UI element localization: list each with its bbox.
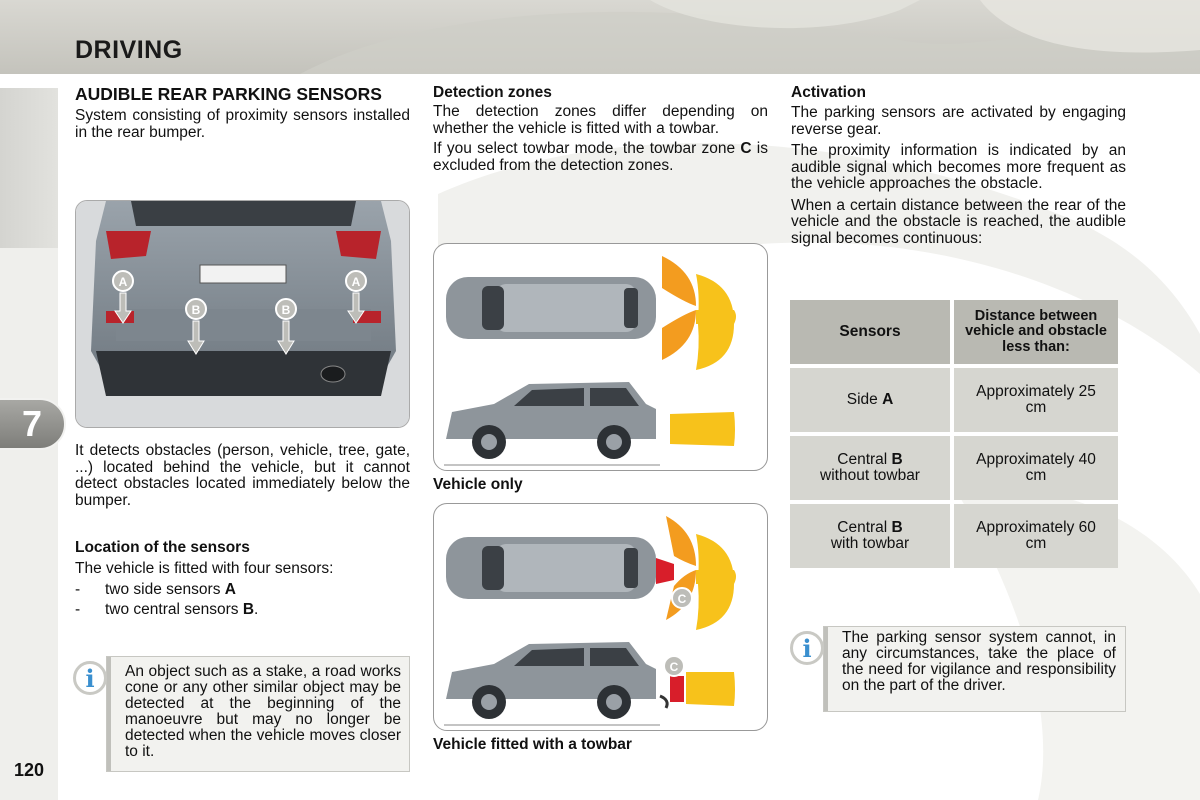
- rear-car-illustration: [76, 201, 410, 428]
- detection-zones-heading: Detection zones: [433, 84, 552, 101]
- table-header-sensors: Sensors: [790, 300, 950, 364]
- left-column-top: [75, 84, 410, 141]
- table-row: [790, 436, 1118, 500]
- info-icon: i: [73, 661, 107, 695]
- rear-bumper-photo: [75, 200, 410, 428]
- sensor-distance-table: [786, 296, 1122, 572]
- middle-column: [433, 84, 768, 174]
- note-bar: [107, 657, 111, 771]
- table-cell-sensor: Side A: [790, 368, 950, 432]
- zones-illustration-towbar: [434, 504, 768, 731]
- activation-para3: When a certain distance between the rear of the vehicle and the obstacle is reached, the audible signal becomes continuous:: [791, 196, 1126, 247]
- table-cell-sensor: Central B without towbar: [790, 436, 950, 500]
- note-box-left: [85, 656, 410, 772]
- zone-c-marker-top: [672, 588, 692, 608]
- svg-text:C: C: [677, 592, 687, 606]
- sensor-list: [75, 582, 410, 619]
- diagram-vehicle-only: [433, 243, 768, 471]
- info-icon: i: [790, 631, 824, 665]
- chapter-tab[interactable]: 7: [0, 398, 66, 450]
- table-cell-distance: Approximately 60 cm: [954, 504, 1118, 568]
- zones-illustration-no-towbar: [434, 244, 768, 471]
- location-heading: Location of the sensors: [75, 539, 250, 556]
- section-title: AUDIBLE REAR PARKING SENSORS: [75, 84, 382, 104]
- table-cell-sensor: Central B with towbar: [790, 504, 950, 568]
- page-header: [0, 0, 1200, 74]
- list-item: - two central sensors B.: [75, 602, 410, 619]
- table-cell-distance: Approximately 25 cm: [954, 368, 1118, 432]
- table-header-distance: Distance between vehicle and obstacle less than:: [954, 300, 1118, 364]
- svg-text:B: B: [281, 303, 291, 317]
- page-number: 120: [14, 760, 45, 780]
- note-text-left: An object such as a stake, a road works cone or any other similar object may be detected at the beginning of the manoeuvre but may no longer be detected when the vehicle moves closer to it.: [125, 663, 401, 760]
- detection-para2: If you select towbar mode, the towbar zone C is excluded from the detection zones.: [433, 140, 769, 174]
- diagram-with-towbar: [433, 503, 768, 731]
- table-header-row: [790, 300, 1118, 364]
- note-text-right: The parking sensor system cannot, in any circumstances, take the place of the need for vigilance and responsibility on the part of the driver.: [842, 629, 1116, 694]
- note-box-right: [802, 626, 1126, 712]
- intro-text: System consisting of proximity sensors installed in the rear bumper.: [75, 107, 410, 141]
- right-column: [791, 84, 1126, 247]
- zone-c-marker-side: [664, 656, 684, 676]
- svg-text:A: A: [351, 275, 361, 289]
- table-cell-distance: Approximately 40 cm: [954, 436, 1118, 500]
- page-title: DRIVING: [75, 36, 183, 64]
- svg-text:C: C: [669, 660, 679, 674]
- sidebar-lower: [0, 248, 58, 800]
- location-section: [75, 539, 410, 619]
- activation-heading: Activation: [791, 84, 866, 101]
- note-bar: [824, 627, 828, 711]
- detection-para1: The detection zones differ depending on whether the vehicle is fitted with a towbar.: [433, 103, 768, 137]
- caption-with-towbar: Vehicle fitted with a towbar: [433, 736, 632, 753]
- svg-text:A: A: [118, 275, 128, 289]
- activation-para2: The proximity information is indicated by an audible signal which becomes more frequent as the vehicle approaches the obstacle.: [791, 142, 1126, 192]
- list-item: - two side sensors A: [75, 582, 410, 599]
- location-text: The vehicle is fitted with four sensors:: [75, 560, 334, 577]
- table-row: [790, 368, 1118, 432]
- svg-text:B: B: [191, 303, 201, 317]
- detects-text: It detects obstacles (person, vehicle, tree, gate, ...) located behind the vehicle, but it cannot detect obstacles located immediately below the bumper.: [75, 442, 410, 509]
- caption-vehicle-only: Vehicle only: [433, 476, 523, 493]
- table-row: [790, 504, 1118, 568]
- activation-para1: The parking sensors are activated by engaging reverse gear.: [791, 104, 1126, 138]
